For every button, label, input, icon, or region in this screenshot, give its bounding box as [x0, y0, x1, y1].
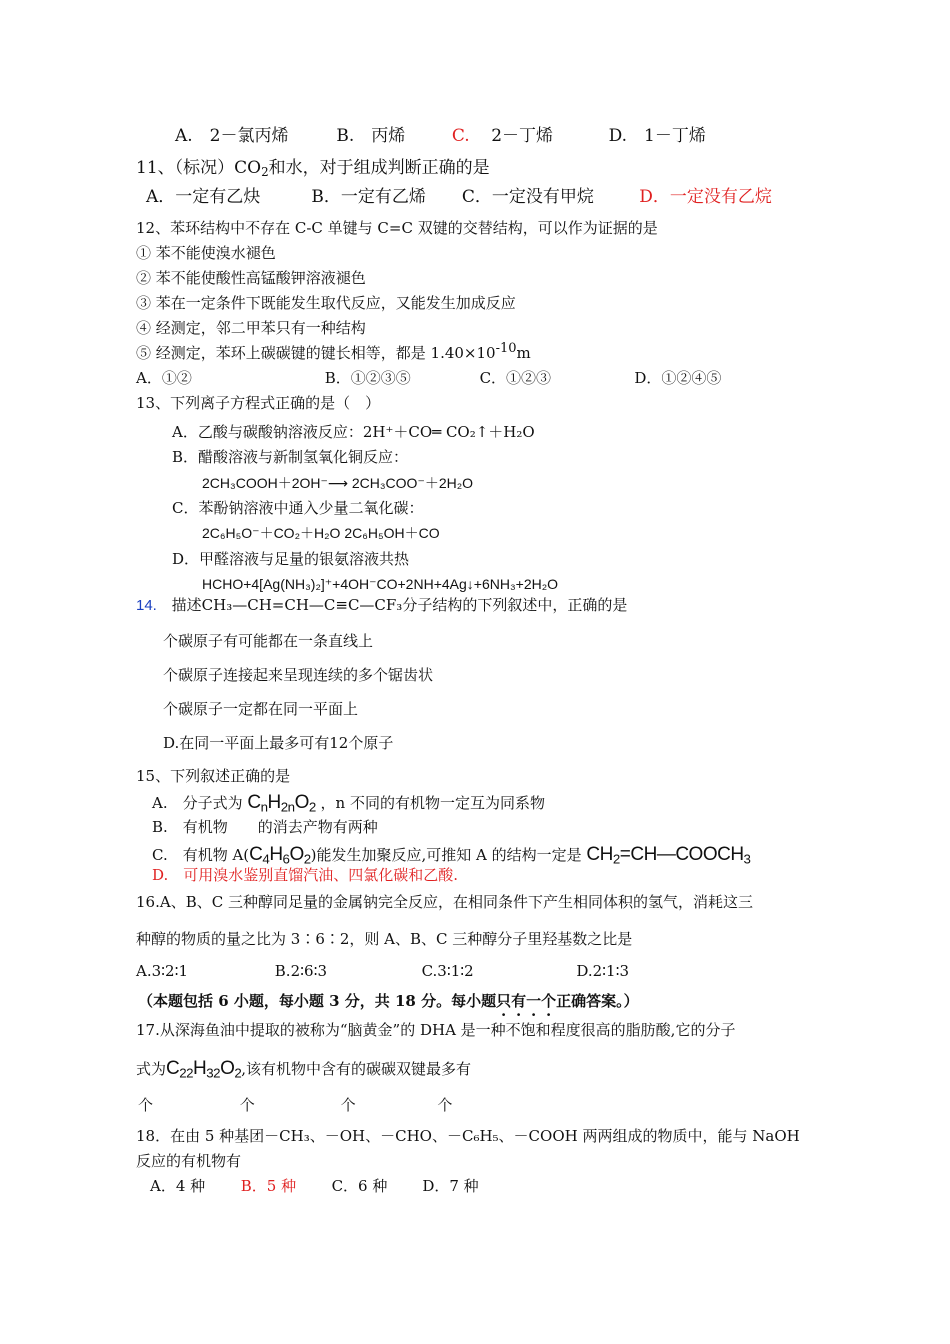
q17-line-1: 17.从深海鱼油中提取的被称为“脑黄金”的 DHA 是一种不饱和程度很高的脂肪酸,它的分子	[136, 1021, 736, 1039]
q17-option-a: 个	[138, 1096, 154, 1114]
q18-line-2: 反应的有机物有	[136, 1152, 242, 1170]
q17-option-b: 个	[239, 1096, 255, 1114]
q14-number: 14.	[136, 597, 157, 614]
q10-option-a: A. 2－氯丙烯	[175, 126, 289, 146]
q15-stem: 15、下列叙述正确的是	[136, 767, 291, 785]
q17-formula: $C_{22}H_{32}O_2$	[166, 1058, 242, 1081]
q11-stem: 11、（标况）$CO_2$和水，对于组成判断正确的是	[136, 158, 490, 179]
q18-option-b: B．5 种	[240, 1177, 297, 1195]
q18-option-d: D．7 种	[422, 1177, 479, 1195]
q10-option-c-text: 2－丁烯	[491, 126, 554, 146]
q14-option-c: 个碳原子一定都在同一平面上	[163, 700, 359, 718]
q18-line-1: 18．在由 5 种基团－CH₃、－OH、－CHO、－C₆H₅、－COOH 两两组成的物质中，能与 NaOH	[136, 1127, 800, 1145]
q16-line-1: 16.A、B、C 三种醇同足量的金属钠完全反应，在相同条件下产生相同体积的氢气，消耗这三	[136, 893, 753, 911]
q12-item-2: ② 苯不能使酸性高锰酸钾溶液褪色	[136, 269, 366, 287]
q12-stem: 12、苯环结构中不存在 C-C 单键与 C=C 双键的交替结构，可以作为证据的是	[136, 219, 658, 237]
q15-option-d: D. 可用溴水鉴别直馏汽油、四氯化碳和乙酸.	[152, 866, 459, 884]
section-note: （本题包括 6 小题，每小题 3 分，共 18 分。每小题只有一个正确答案。）	[138, 992, 639, 1010]
q16-options	[136, 962, 629, 980]
q10-option-b: B. 丙烯	[336, 126, 406, 146]
q13-option-c-equation: 2C₆H₅O⁻＋CO₂＋H₂O 2C₆H₅OH＋CO	[202, 525, 440, 541]
q12-item-1: ① 苯不能使溴水褪色	[136, 244, 276, 262]
q12-options	[136, 369, 721, 387]
q15-formula-cnh2no2: $C_nH_{2n}O_2$	[247, 792, 316, 815]
q10-option-c: C.	[451, 126, 470, 146]
q18-options	[150, 1177, 479, 1195]
q14-stem: 14. 描述CH₃—CH=CH—C≡C—CF₃分子结构的下列叙述中，正确的是	[136, 596, 628, 614]
q15-option-c: C. 有机物 $A(C_4H_6O_2)$能发生加聚反应,可推知 A 的结构一定是 $CH_2=CH—COOCH_3$	[152, 844, 751, 867]
q13-stem: 13、下列离子方程式正确的是（ ）	[136, 394, 381, 412]
q12-item-4: ④ 经测定，邻二甲苯只有一种结构	[136, 319, 366, 337]
q13-option-d-equation: HCHO+4[Ag(NH₃)₂]⁺+4OH⁻CO+2NH+4Ag↓+6NH₃+2H₂O	[202, 576, 559, 592]
q15-formula-c4h6o2: $C_4H_6O_2$	[249, 844, 311, 867]
q15-option-a: A. 分子式为 $C_nH_{2n}O_2$ ，n 不同的有机物一定互为同系物	[152, 792, 545, 815]
q15-structure: $CH_2=CH—COOCH_3$	[581, 844, 751, 867]
q13-option-b: B．醋酸溶液与新制氢氧化铜反应：	[172, 448, 409, 466]
q14-option-b: 个碳原子连接起来呈现连续的多个锯齿状	[163, 666, 434, 684]
q18-option-a: A．4 种	[150, 1177, 206, 1195]
q10-options	[175, 126, 706, 146]
q13-option-c: C．苯酚钠溶液中通入少量二氧化碳：	[172, 499, 424, 517]
q13-option-d: D．甲醛溶液与足量的银氨溶液共热	[172, 550, 410, 568]
q16-option-a: A.3∶2∶1	[136, 962, 189, 980]
q12-item-5: ⑤ 经测定，苯环上碳碳键的键长相等，都是 $1.40\times 10^{-10}m$	[136, 341, 531, 362]
q16-option-d: D.2∶1∶3	[576, 962, 630, 980]
q12-option-b: B．①②③⑤	[324, 369, 411, 387]
q13-option-a: A．乙酸与碳酸钠溶液反应：2H⁺＋CO═ CO₂↑＋H₂O	[172, 423, 535, 441]
q12-option-a: A．①②	[136, 369, 192, 387]
q11-option-a: A．一定有乙炔	[146, 187, 261, 207]
q17-option-c: 个	[340, 1096, 356, 1114]
q12-item-3: ③ 苯在一定条件下既能发生取代反应，又能发生加成反应	[136, 294, 516, 312]
q11-option-d: D．一定没有乙烷	[639, 187, 772, 207]
q11-option-c: C．一定没有甲烷	[461, 187, 594, 207]
q16-option-b: B.2∶6∶3	[274, 962, 328, 980]
q17-options	[138, 1096, 452, 1114]
q10-option-d: D. 1－丁烯	[608, 126, 706, 146]
q14-option-d: D.在同一平面上最多可有12个原子	[163, 734, 394, 752]
q11-option-b: B．一定有乙烯	[311, 187, 426, 207]
q15-option-b: B. 有机物 的消去产物有两种	[152, 818, 378, 836]
q12-option-d: D．①②④⑤	[634, 369, 722, 387]
q14-option-a: 个碳原子有可能都在一条直线上	[163, 632, 374, 650]
q17-option-d: 个	[437, 1096, 453, 1114]
q13-option-b-equation: 2CH₃COOH＋2OH⁻⟶ 2CH₃COO⁻＋2H₂O	[202, 475, 474, 491]
q17-line-2: 式为$C_{22}H_{32}O_2$,该有机物中含有的碳碳双键最多有	[136, 1058, 472, 1081]
q12-option-c: C．①②③	[479, 369, 552, 387]
q11-options	[146, 187, 772, 207]
q18-option-c: C．6 种	[331, 1177, 388, 1195]
q16-option-c: C.3∶1∶2	[421, 962, 474, 980]
q16-line-2: 种醇的物质的量之比为 3∶6∶2，则 A、B、C 三种醇分子里羟基数之比是	[136, 930, 633, 948]
